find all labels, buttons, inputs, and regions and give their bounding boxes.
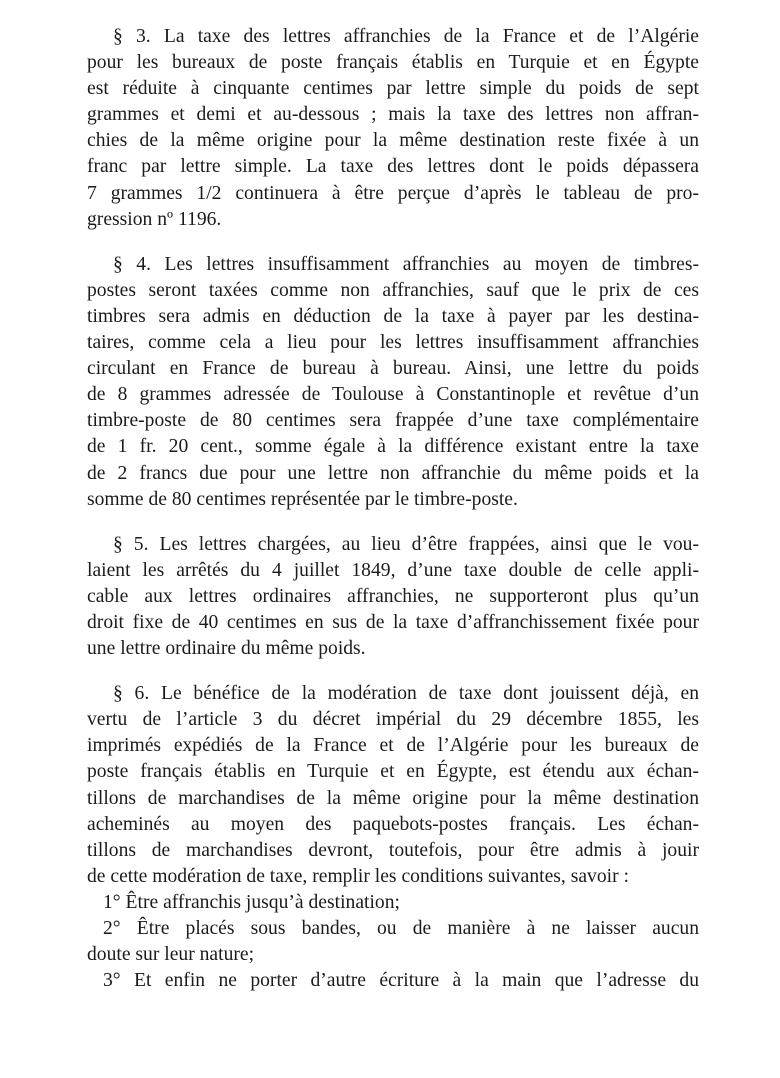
list-item: 3° Et enfin ne porter d’autre écriture à la main que l’adresse du <box>103 970 699 992</box>
text-line: poste français établis en Turquie et en Égypte, est étendu aux échan- <box>87 761 699 783</box>
text-line: de 2 francs due pour une lettre non affranchie du même poids et la <box>87 462 699 484</box>
text-line: acheminés au moyen des paquebots-postes français. Les échan- <box>87 813 699 835</box>
text-line: gression nº 1196. <box>87 208 222 230</box>
text-line: § 5. Les lettres chargées, au lieu d’être frappées, ainsi que le vou- <box>113 533 699 555</box>
text-line: une lettre ordinaire du même poids. <box>87 638 366 660</box>
text-line: franc par lettre simple. La taxe des lettres dont le poids dépassera <box>87 156 699 178</box>
text-line: § 6. Le bénéfice de la modération de taxe dont jouissent déjà, en <box>113 683 699 705</box>
text-line: timbre-poste de 80 centimes sera frappée d’une taxe complémentaire <box>87 410 699 432</box>
conditions-list <box>87 890 699 994</box>
text-line: timbres sera admis en déduction de la taxe à payer par les destina- <box>87 305 699 327</box>
text-line: pour les bureaux de poste français établis en Turquie et en Égypte <box>87 52 699 74</box>
paragraph-section-3 <box>87 24 699 233</box>
text-line: § 4. Les lettres insuffisamment affranchies au moyen de timbres- <box>113 253 699 275</box>
document-page <box>87 24 699 994</box>
list-item: 2° Être placés sous bandes, ou de manière à ne laisser aucun <box>103 918 699 939</box>
text-line: vertu de l’article 3 du décret impérial du 29 décembre 1855, les <box>87 709 699 731</box>
text-line: 7 grammes 1/2 continuera à être perçue d’après le tableau de pro- <box>87 182 699 204</box>
text-line: § 3. La taxe des lettres affranchies de la France et de l’Algérie <box>113 26 699 47</box>
text-line: imprimés expédiés de la France et de l’Algérie pour les bureaux de <box>87 735 699 757</box>
text-line: cable aux lettres ordinaires affranchies, ne supporteront plus qu’un <box>87 585 699 607</box>
list-item: 1° Être affranchis jusqu’à destination; <box>103 891 400 913</box>
paragraph-section-5 <box>87 532 699 662</box>
text-line: postes seront taxées comme non affranchies, sauf que le prix de ces <box>87 279 699 301</box>
text-line: taires, comme cela a lieu pour les lettres insuffisamment affranchies <box>87 332 699 354</box>
paragraph-section-6 <box>87 681 699 890</box>
text-line: tillons de marchandises devront, toutefois, pour être admis à jouir <box>87 839 699 861</box>
text-line: de 1 fr. 20 cent., somme égale à la différence existant entre la taxe <box>87 436 699 458</box>
paragraph-section-4 <box>87 252 699 513</box>
list-item-continuation: doute sur leur nature; <box>87 944 255 966</box>
text-line: droit fixe de 40 centimes en sus de la taxe d’affranchissement fixée pour <box>87 611 699 633</box>
text-line: grammes et demi et au-dessous ; mais la taxe des lettres non affran- <box>87 104 699 126</box>
paragraph-gap <box>87 233 699 252</box>
text-line: tillons de marchandises de la même origine pour la même destination <box>87 787 699 809</box>
text-line: de cette modération de taxe, remplir les conditions suivantes, savoir : <box>87 865 629 887</box>
text-line: laient les arrêtés du 4 juillet 1849, d’une taxe double de celle appli- <box>87 559 699 581</box>
paragraph-gap <box>87 662 699 681</box>
paragraph-gap <box>87 513 699 532</box>
text-line: est réduite à cinquante centimes par lettre simple du poids de sept <box>87 78 699 100</box>
text-line: circulant en France de bureau à bureau. Ainsi, une lettre du poids <box>87 358 699 380</box>
text-line: somme de 80 centimes représentée par le timbre-poste. <box>87 488 518 510</box>
text-line: chies de la même origine pour la même destination reste fixée à un <box>87 130 699 152</box>
text-line: de 8 grammes adressée de Toulouse à Constantinople et revêtue d’un <box>87 384 699 406</box>
